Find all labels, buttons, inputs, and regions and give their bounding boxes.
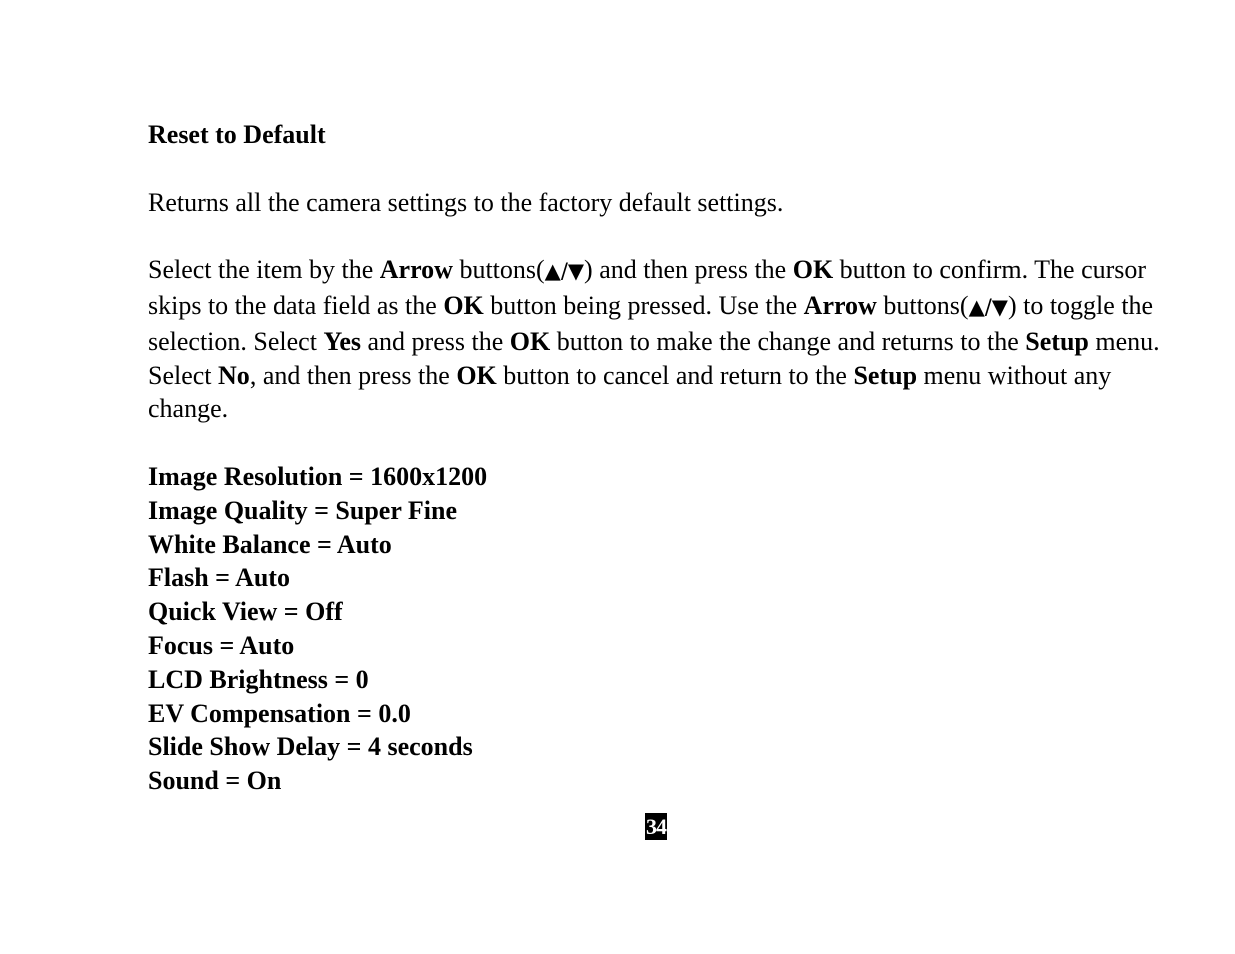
instruction-text: button to cancel and return to the xyxy=(496,360,854,390)
default-setting-item: White Balance = Auto xyxy=(148,529,392,559)
default-settings-list xyxy=(148,460,1178,798)
spacer xyxy=(148,426,1178,460)
default-setting-item: Sound = On xyxy=(148,766,282,796)
instruction-bold-ok: OK xyxy=(443,290,484,320)
default-setting-item: Image Resolution = 1600x1200 xyxy=(148,461,488,491)
instruction-text: ) to toggle the selection. Select xyxy=(148,290,1154,356)
instruction-bold-arrow: Arrow xyxy=(803,290,877,320)
instruction-bold-setup: Setup xyxy=(1025,326,1089,356)
spacer xyxy=(148,219,1178,253)
default-setting-item: EV Compensation = 0.0 xyxy=(148,698,411,728)
instruction-text: button to confirm. The cursor skips to the data field as the xyxy=(148,255,1147,320)
instruction-bold-ok: OK xyxy=(456,360,497,390)
instructions-paragraph xyxy=(148,253,1178,426)
instruction-text: menu. Select xyxy=(148,326,1160,390)
default-setting-item: Image Quality = Super Fine xyxy=(148,495,458,525)
instruction-text: ) and then press the xyxy=(584,255,793,285)
intro-paragraph: Returns all the camera settings to the factory default settings. xyxy=(148,187,784,217)
instruction-bold-setup: Setup xyxy=(853,360,918,390)
default-setting-item: Slide Show Delay = 4 seconds xyxy=(148,732,473,762)
instruction-bold-ok: OK xyxy=(509,326,551,356)
instruction-bold-arrow: Arrow xyxy=(379,255,453,285)
instruction-text: menu without any change. xyxy=(148,360,1112,424)
page-number: 34 xyxy=(646,814,666,839)
instruction-text: buttons( xyxy=(876,290,969,320)
up-down-arrow-icon: ▲/▼ xyxy=(544,259,585,284)
instruction-bold-yes: Yes xyxy=(323,326,361,356)
default-setting-item: Focus = Auto xyxy=(148,630,295,660)
instruction-bold-no: No xyxy=(218,360,250,390)
manual-page xyxy=(148,118,1178,798)
up-down-arrow-icon: ▲/▼ xyxy=(968,294,1008,319)
default-setting-item: Quick View = Off xyxy=(148,597,343,627)
instruction-bold-ok: OK xyxy=(792,255,834,285)
instruction-text: Select the item by the xyxy=(148,255,380,285)
instruction-text: , and then press the xyxy=(249,360,457,390)
spacer xyxy=(148,152,1178,186)
instruction-text: and press the xyxy=(361,326,510,356)
instruction-text: button to make the change and returns to the xyxy=(550,326,1026,356)
default-setting-item: Flash = Auto xyxy=(148,563,290,593)
instruction-text: button being pressed. Use the xyxy=(483,290,804,320)
section-heading: Reset to Default xyxy=(148,120,326,149)
instruction-text: buttons( xyxy=(452,255,545,285)
default-setting-item: LCD Brightness = 0 xyxy=(148,664,369,694)
